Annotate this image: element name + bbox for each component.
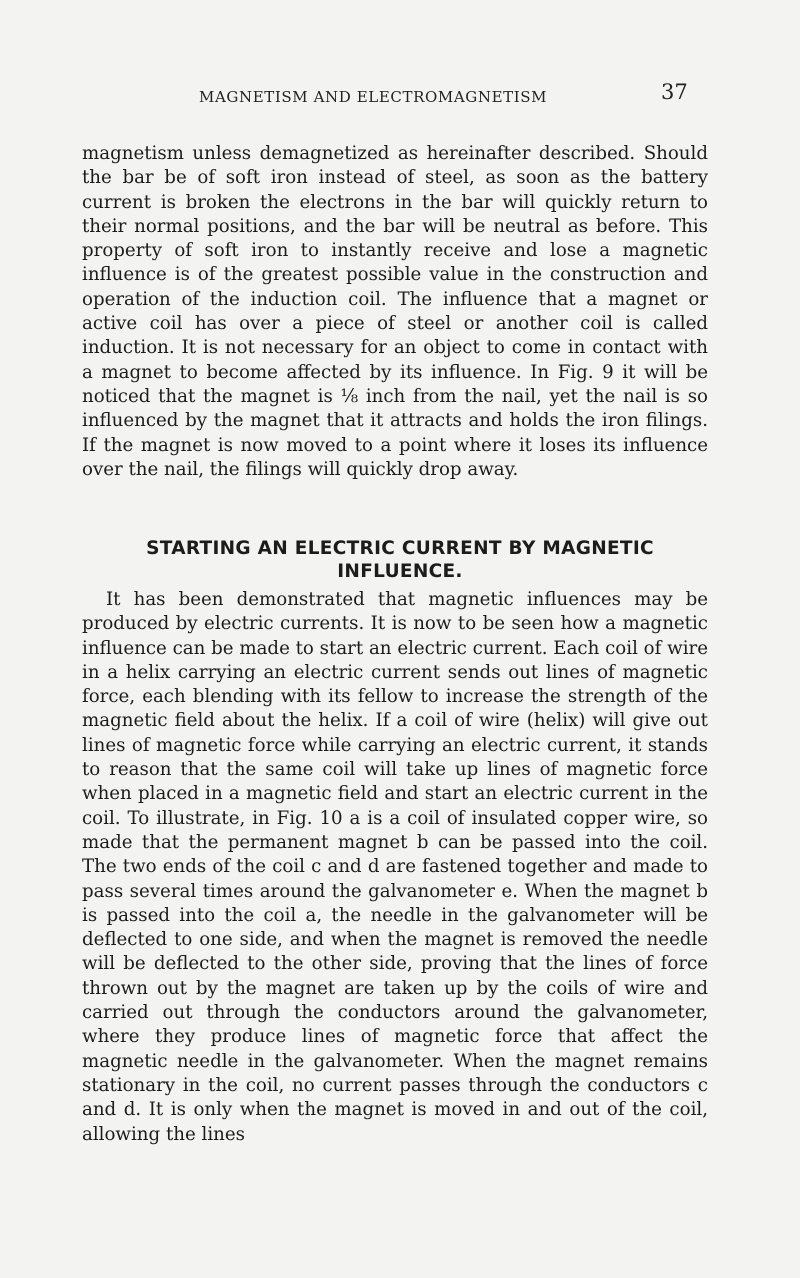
section-heading-line-2: INFLUENCE. (337, 561, 463, 582)
section-heading (95, 537, 705, 583)
running-head: MAGNETISM AND ELECTROMAGNETISM (199, 88, 548, 106)
section-heading-line-1: STARTING AN ELECTRIC CURRENT BY MAGNETIC (146, 538, 654, 559)
section-paragraph: It has been demonstrated that magnetic influences may be produced by electric currents. It is now to be seen how a magnetic influence can be made to start an electric current. Each coil of wire in a helix carrying an electric current sends out lines of magnetic force, each blending with its fellow to increase the strength of the magnetic field about the helix. If a coil of wire (helix) will give out lines of magnetic force while carrying an electric current, it stands to reason that the same coil will take up lines of magnetic force when placed in a magnetic field and start an electric current in the coil. To illustrate, in Fig. 10 a is a coil of insulated copper wire, so made that the permanent magnet b can be passed into the coil. The two ends of the coil c and d are fastened together and made to pass several times around the galvanometer e. When the magnet b is passed into the coil a, the needle in the galvanometer will be deflected to one side, and when the magnet is removed the needle will be deflected to the other side, proving that the lines of force thrown out by the magnet are taken up by the coils of wire and carried out through the conductors around the galvanometer, where they produce lines of magnetic force that affect the magnetic needle in the galvanometer. When the magnet remains stationary in the coil, no current passes through the conductors c and d. It is only when the magnet is moved in and out of the coil, allowing the lines (82, 589, 708, 1145)
body-paragraph: magnetism unless demagnetized as hereinafter described. Should the bar be of soft iron instead of steel, as soon as the battery current is broken the electrons in the bar will quickly return to their normal positions, and the bar will be neutral as before. This property of soft iron to instantly receive and lose a magnetic influence is of the greatest possible value in the construction and operation of the induction coil. The influence that a magnet or active coil has over a piece of steel or another coil is called induction. It is not necessary for an object to come in contact with a magnet to become affected by its influence. In Fig. 9 it will be noticed that the magnet is ⅛ inch from the nail, yet the nail is so influenced by the magnet that it attracts and holds the iron filings. If the magnet is now moved to a point where it loses its influence over the nail, the filings will quickly drop away. (82, 143, 708, 480)
page-number: 37 (661, 80, 688, 104)
